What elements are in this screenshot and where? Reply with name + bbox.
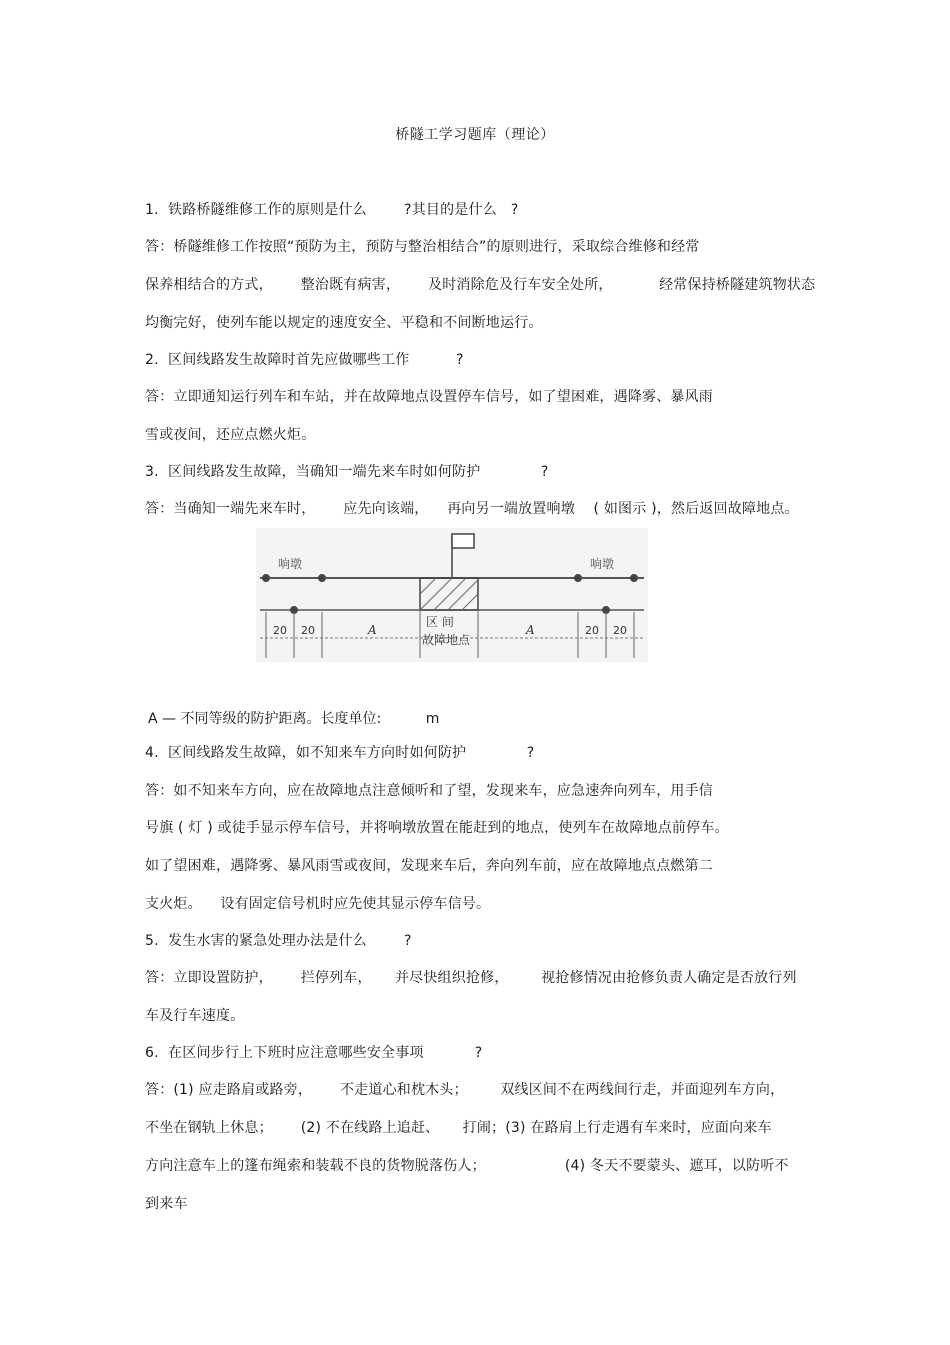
answer-1-line-1: 答：桥隧维修工作按照“预防为主，预防与整治相结合”的原则进行，采取综合维修和经常 <box>145 239 700 255</box>
dim-label-20: 20 <box>273 624 287 637</box>
question-4: 4. 区间线路发生故障，如不知来车方向时如何防护 ? <box>145 745 535 761</box>
dim-label-20: 20 <box>585 624 599 637</box>
answer-2-line-1: 答：立即通知运行列车和车站，并在故障地点设置停车信号，如了望困难，遇降雾、暴风雨 <box>145 389 713 405</box>
protection-diagram <box>256 528 648 662</box>
detonator-icon <box>262 574 270 582</box>
detonator-icon <box>318 574 326 582</box>
answer-6-line-2: 不坐在钢轨上休息； (2) 不在线路上追赶、 打闹；(3) 在路肩上行走遇有车来时，应面向来车 <box>145 1120 772 1136</box>
right-detonator-label: 响墩 <box>590 557 615 571</box>
question-6: 6. 在区间步行上下班时应注意哪些安全事项 ? <box>145 1045 483 1061</box>
left-detonator-label: 响墩 <box>278 557 303 571</box>
answer-2-line-2: 雪或夜间，还应点燃火炬。 <box>145 427 316 443</box>
answer-3-line-1: 答：当确知一端先来车时， 应先向该端， 再向另一端放置响墩 ( 如图示 )，然后返回故障地点。 <box>145 501 799 517</box>
question-3: 3. 区间线路发生故障，当确知一端先来车时如何防护 ? <box>145 464 549 480</box>
diagram-caption: A — 不同等级的防护距离。长度单位: m <box>148 711 440 727</box>
flag-icon <box>452 534 474 548</box>
zone-label: 区 间 <box>426 615 454 629</box>
answer-6-line-1: 答：(1) 应走路肩或路旁， 不走道心和枕木头； 双线区间不在两线间行走，并面迎列车方向， <box>145 1082 785 1098</box>
answer-4-line-1: 答：如不知来车方向，应在故障地点注意倾听和了望，发现来车，应急速奔向列车，用手信 <box>145 783 713 799</box>
answer-1-line-3: 均衡完好，使列车能以规定的速度安全、平稳和不间断地运行。 <box>145 315 543 331</box>
answer-6-line-3: 方向注意车上的篷布绳索和装载不良的货物脱落伤人； (4) 冬天不要蒙头、遮耳，以防听不 <box>145 1158 789 1174</box>
answer-1-line-2: 保养相结合的方式， 整治既有病害， 及时消除危及行车安全处所， 经常保持桥隧建筑物状态 <box>145 277 816 293</box>
dim-label-20: 20 <box>613 624 627 637</box>
answer-6-line-4: 到来车 <box>145 1196 188 1212</box>
detonator-icon <box>574 574 582 582</box>
dim-label-20: 20 <box>301 624 315 637</box>
answer-4-line-4: 支火炬。 设有固定信号机时应先使其显示停车信号。 <box>145 896 491 912</box>
answer-5-line-1: 答：立即设置防护， 拦停列车， 并尽快组织抢修， 视抢修情况由抢修负责人确定是否放行列 <box>145 970 797 986</box>
fault-location-label: 故障地点 <box>422 633 471 647</box>
dim-label-a: A <box>526 623 535 637</box>
detonator-icon <box>630 574 638 582</box>
document-title: 桥隧工学习题库（理论） <box>395 127 555 143</box>
dim-label-a: A <box>368 623 377 637</box>
answer-5-line-2: 车及行车速度。 <box>145 1008 245 1024</box>
question-5: 5. 发生水害的紧急处理办法是什么 ? <box>145 933 412 949</box>
question-2: 2. 区间线路发生故障时首先应做哪些工作 ? <box>145 352 464 368</box>
answer-4-line-2: 号旗 ( 灯 ) 或徒手显示停车信号，并将响墩放置在能赶到的地点，使列车在故障地点前停车。 <box>145 820 729 836</box>
answer-4-line-3: 如了望困难，遇降雾、暴风雨雪或夜间，发现来车后，奔向列车前，应在故障地点点燃第二 <box>145 858 713 874</box>
question-1: 1. 铁路桥隧维修工作的原则是什么 ?其目的是什么 ? <box>145 202 519 218</box>
